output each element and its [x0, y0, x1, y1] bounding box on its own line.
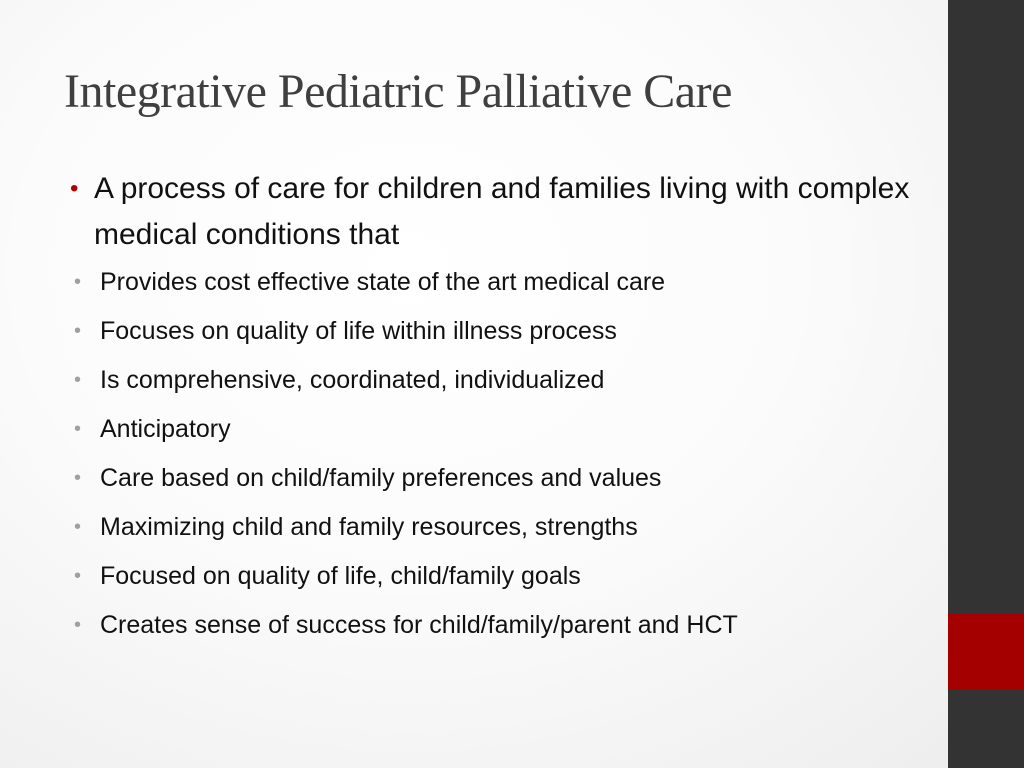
- sub-bullet-item: [74, 509, 934, 546]
- bullet-icon: •: [74, 369, 82, 391]
- sub-point-text: Provides cost effective state of the art medical care: [100, 268, 666, 296]
- sub-bullet-item: [74, 558, 934, 595]
- sub-point-text: Creates sense of success for child/family/parent and HCT: [100, 611, 738, 639]
- bullet-icon: •: [70, 175, 79, 202]
- sub-point-text: Focuses on quality of life within illness process: [100, 317, 617, 345]
- sub-bullet-item: [74, 607, 934, 644]
- main-bullet-point: [64, 166, 934, 258]
- sub-bullet-item: [74, 460, 934, 497]
- sub-bullet-item: [74, 362, 934, 399]
- side-accent-block: [948, 614, 1024, 690]
- main-point-text: A process of care for children and families living with complex medical conditions that: [94, 172, 910, 251]
- sub-bullet-item: [74, 411, 934, 448]
- sub-point-text: Maximizing child and family resources, strengths: [100, 513, 638, 541]
- sub-point-text: Focused on quality of life, child/family goals: [100, 562, 581, 590]
- bullet-icon: •: [74, 614, 82, 636]
- sub-point-text: Anticipatory: [100, 415, 231, 443]
- sub-bullet-item: [74, 313, 934, 350]
- bullet-icon: •: [74, 467, 82, 489]
- slide-body: [64, 166, 934, 656]
- bullet-icon: •: [74, 271, 82, 293]
- slide-title: Integrative Pediatric Palliative Care: [64, 65, 732, 118]
- sub-bullet-list: [64, 264, 934, 644]
- bullet-icon: •: [74, 418, 82, 440]
- sub-point-text: Is comprehensive, coordinated, individualized: [100, 366, 605, 394]
- bullet-icon: •: [74, 565, 82, 587]
- sub-bullet-item: [74, 264, 934, 301]
- sub-point-text: Care based on child/family preferences and values: [100, 464, 662, 492]
- bullet-icon: •: [74, 320, 82, 342]
- bullet-icon: •: [74, 516, 82, 538]
